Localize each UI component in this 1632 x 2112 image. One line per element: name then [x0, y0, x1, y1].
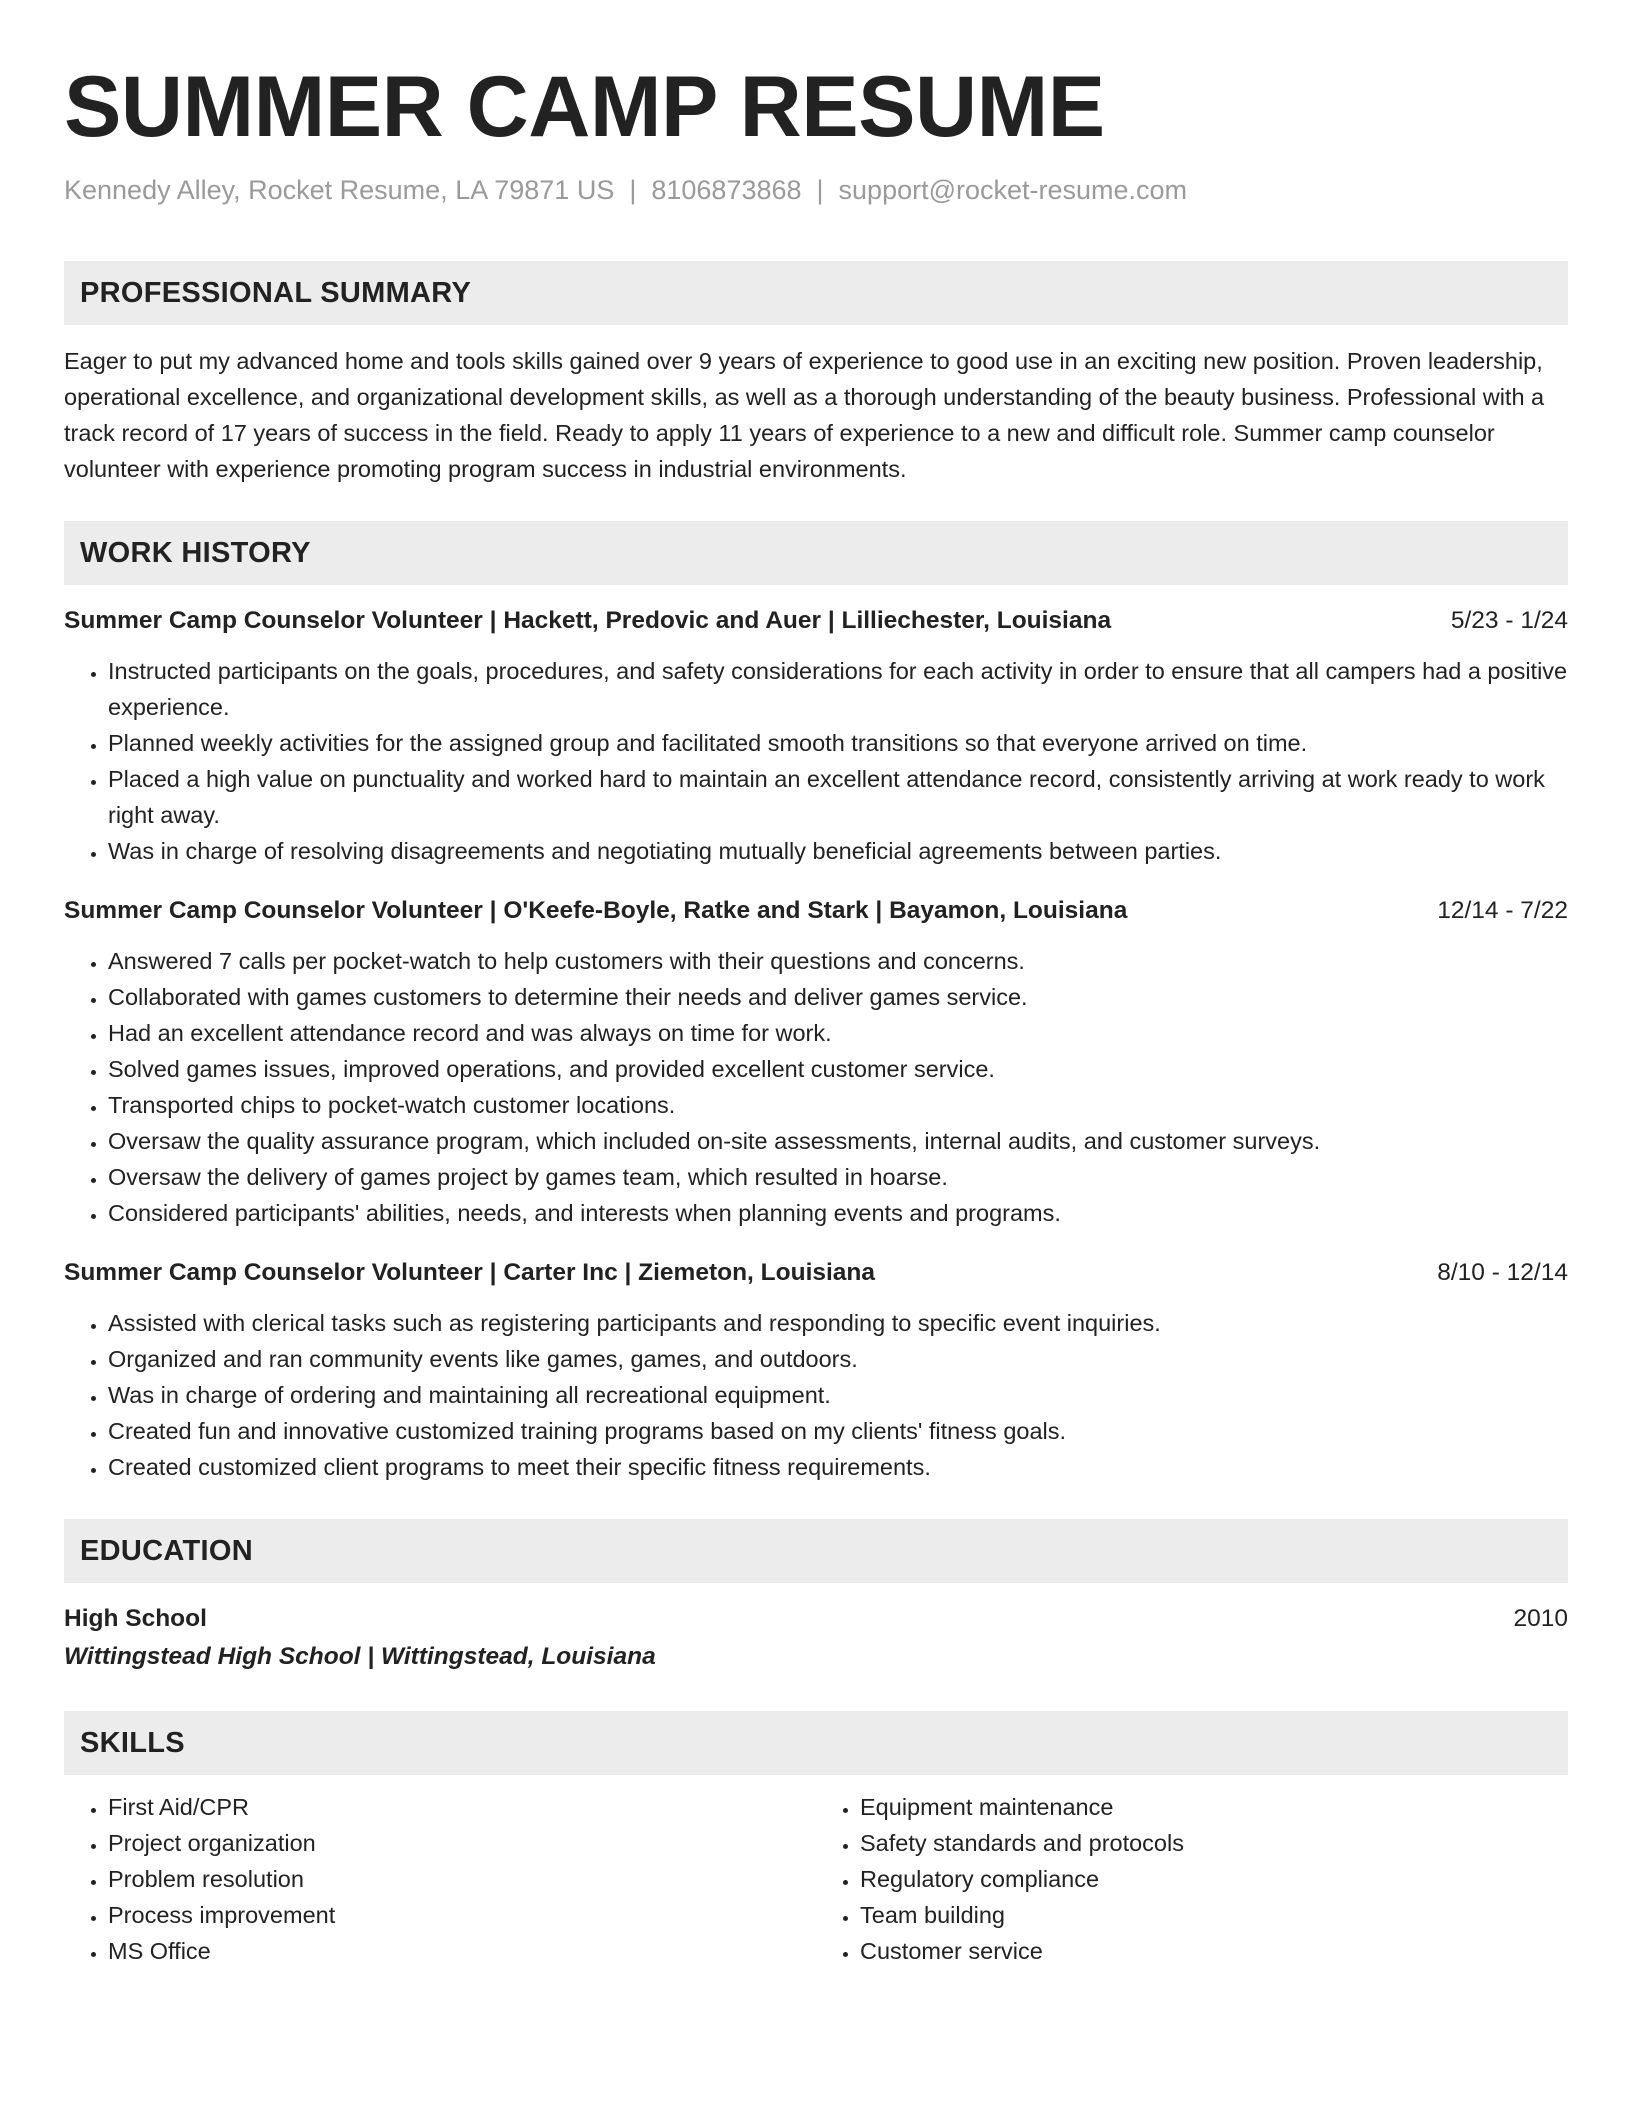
job-bullet: • Created fun and innovative customized training programs based on my clients' fitness goals.: [108, 1413, 1568, 1449]
job-dates: 8/10 - 12/14: [1437, 1259, 1568, 1286]
section-heading-skills: SKILLS: [64, 1711, 1568, 1775]
job-entry: [64, 603, 1568, 869]
section-heading-work-history: WORK HISTORY: [64, 521, 1568, 585]
job-bullet: • Oversaw the quality assurance program, which included on-site assessments, internal audits, and customer surveys.: [108, 1123, 1568, 1159]
job-bullet: • Collaborated with games customers to determine their needs and deliver games service.: [108, 979, 1568, 1015]
job-bullet-list: [64, 1305, 1568, 1485]
job-dates: 12/14 - 7/22: [1437, 897, 1568, 924]
skill-item: • Team building: [860, 1897, 1568, 1933]
education-header: [64, 1601, 1568, 1637]
job-header: [64, 603, 1568, 639]
job-bullet: • Assisted with clerical tasks such as registering participants and responding to specific event inquiries.: [108, 1305, 1568, 1341]
contact-email: support@rocket-resume.com: [838, 175, 1188, 205]
job-bullet-list: [64, 943, 1568, 1231]
skill-item: • First Aid/CPR: [108, 1789, 816, 1825]
job-bullet: • Considered participants' abilities, needs, and interests when planning events and programs.: [108, 1195, 1568, 1231]
education-school: Wittingstead High School | Wittingstead, Louisiana: [64, 1643, 656, 1670]
skills-grid: [64, 1789, 1568, 1969]
skill-item: • Problem resolution: [108, 1861, 816, 1897]
job-bullet: • Was in charge of resolving disagreements and negotiating mutually beneficial agreements between parties.: [108, 833, 1568, 869]
job-bullet: • Was in charge of ordering and maintaining all recreational equipment.: [108, 1377, 1568, 1413]
job-bullet: • Instructed participants on the goals, procedures, and safety considerations for each activity in order to ensure that all campers had a positive experience.: [108, 653, 1568, 725]
contact-separator: |: [816, 175, 824, 205]
skills-list: [64, 1789, 816, 1969]
job-dates: 5/23 - 1/24: [1450, 607, 1568, 634]
job-title: Summer Camp Counselor Volunteer | Hackett, Predovic and Auer | Lilliechester, Louisiana: [64, 607, 1112, 634]
job-bullet: • Answered 7 calls per pocket-watch to help customers with their questions and concerns.: [108, 943, 1568, 979]
contact-phone: 8106873868: [651, 175, 802, 205]
job-header: [64, 893, 1568, 929]
skill-item: • MS Office: [108, 1933, 816, 1969]
summary-text: Eager to put my advanced home and tools skills gained over 9 years of experience to good use in an exciting new position. Proven leadership, operational excellence, and organizational development skills, as well as a thorough understanding of the beauty business. Professional with a track record of 17 years of success in the field. Ready to apply 11 years of experience to a new and difficult role. Summer camp counselor volunteer with experience promoting program success in industrial environments.: [64, 348, 1545, 482]
job-entry: [64, 893, 1568, 1231]
skill-item: • Process improvement: [108, 1897, 816, 1933]
skill-item: • Safety standards and protocols: [860, 1825, 1568, 1861]
job-bullet: • Organized and ran community events like games, games, and outdoors.: [108, 1341, 1568, 1377]
contact-line: [64, 172, 1568, 208]
education-year: 2010: [1513, 1605, 1568, 1632]
job-bullet: • Solved games issues, improved operations, and provided excellent customer service.: [108, 1051, 1568, 1087]
contact-address: Kennedy Alley, Rocket Resume, LA 79871 US: [64, 175, 615, 205]
contact-separator: |: [629, 175, 637, 205]
resume-title: SUMMER CAMP RESUME: [64, 59, 1105, 155]
job-bullet: • Planned weekly activities for the assigned group and facilitated smooth transitions so that everyone arrived on time.: [108, 725, 1568, 761]
job-bullet: • Had an excellent attendance record and was always on time for work.: [108, 1015, 1568, 1051]
skill-item: • Equipment maintenance: [860, 1789, 1568, 1825]
skill-item: • Customer service: [860, 1933, 1568, 1969]
skill-item: • Project organization: [108, 1825, 816, 1861]
section-heading-education: EDUCATION: [64, 1519, 1568, 1583]
skills-column-right: [816, 1789, 1568, 1969]
job-bullet: • Created customized client programs to meet their specific fitness requirements.: [108, 1449, 1568, 1485]
job-title: Summer Camp Counselor Volunteer | Carter Inc | Ziemeton, Louisiana: [64, 1259, 876, 1286]
job-bullet-list: [64, 653, 1568, 869]
skill-item: • Regulatory compliance: [860, 1861, 1568, 1897]
skills-column-left: [64, 1789, 816, 1969]
job-bullet: • Transported chips to pocket-watch customer locations.: [108, 1087, 1568, 1123]
section-heading-summary: PROFESSIONAL SUMMARY: [64, 261, 1568, 325]
skills-list: [816, 1789, 1568, 1969]
job-header: [64, 1255, 1568, 1291]
job-bullet: • Oversaw the delivery of games project by games team, which resulted in hoarse.: [108, 1159, 1568, 1195]
job-bullet: • Placed a high value on punctuality and worked hard to maintain an excellent attendance record, consistently arriving at work ready to work right away.: [108, 761, 1568, 833]
job-title: Summer Camp Counselor Volunteer | O'Keefe-Boyle, Ratke and Stark | Bayamon, Louisiana: [64, 897, 1128, 924]
job-entry: [64, 1255, 1568, 1485]
education-degree: High School: [64, 1605, 207, 1632]
